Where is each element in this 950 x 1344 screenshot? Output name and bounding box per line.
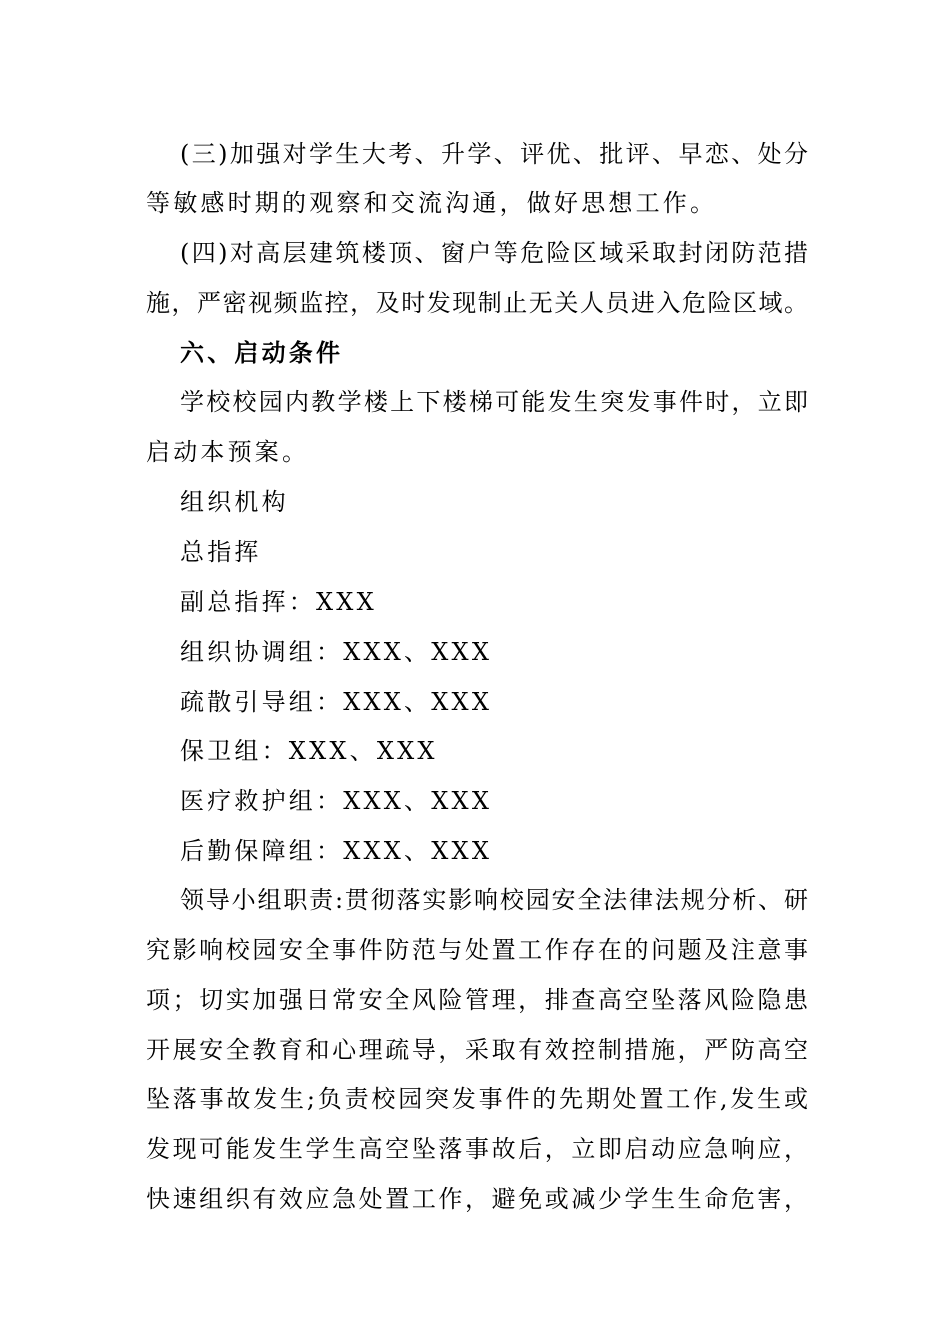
evacuation-group-line: 疏散引导组：XXX、XXX [180, 688, 493, 716]
paragraph-3-line-2: 等敏感时期的观察和交流沟通，做好思想工作。 [146, 189, 718, 217]
duties-line-6: 发现可能发生学生高空坠落事故后，立即启动应急响应， [146, 1135, 808, 1163]
section-6-heading: 六、启动条件 [180, 338, 344, 367]
coordination-group-line: 组织协调组：XXX、XXX [180, 638, 493, 666]
duties-line-3: 项；切实加强日常安全风险管理，排查高空坠落风险隐患 [146, 986, 808, 1014]
duties-line-2: 究影响校园安全事件防范与处置工作存在的问题及注意事 [146, 936, 808, 964]
duties-line-7: 快速组织有效应急处置工作，避免或减少学生生命危害， [146, 1185, 808, 1213]
duties-line-1: 领导小组职责:贯彻落实影响校园安全法律法规分析、研 [180, 886, 808, 914]
medical-group-line: 医疗救护组：XXX、XXX [180, 787, 493, 815]
paragraph-4-line-2: 施，严密视频监控，及时发现制止无关人员进入危险区域。 [146, 289, 808, 317]
startup-line-1: 学校校园内教学楼上下楼梯可能发生突发事件时，立即 [180, 388, 808, 416]
logistics-group-line: 后勤保障组：XXX、XXX [180, 837, 493, 865]
deputy-commander-line: 副总指挥：XXX [180, 588, 377, 616]
duties-line-5: 坠落事故发生;负责校园突发事件的先期处置工作,发生或 [146, 1085, 808, 1113]
startup-line-2: 启动本预案。 [146, 438, 310, 466]
paragraph-4-line-1: (四)对高层建筑楼顶、窗户等危险区域采取封闭防范措 [180, 239, 808, 267]
commander-line: 总指挥 [180, 538, 262, 566]
security-group-line: 保卫组：XXX、XXX [180, 737, 438, 765]
duties-line-4: 开展安全教育和心理疏导，采取有效控制措施，严防高空 [146, 1036, 808, 1064]
org-structure-title: 组织机构 [180, 488, 289, 516]
paragraph-3-line-1: (三)加强对学生大考、升学、评优、批评、早恋、处分 [180, 140, 808, 168]
